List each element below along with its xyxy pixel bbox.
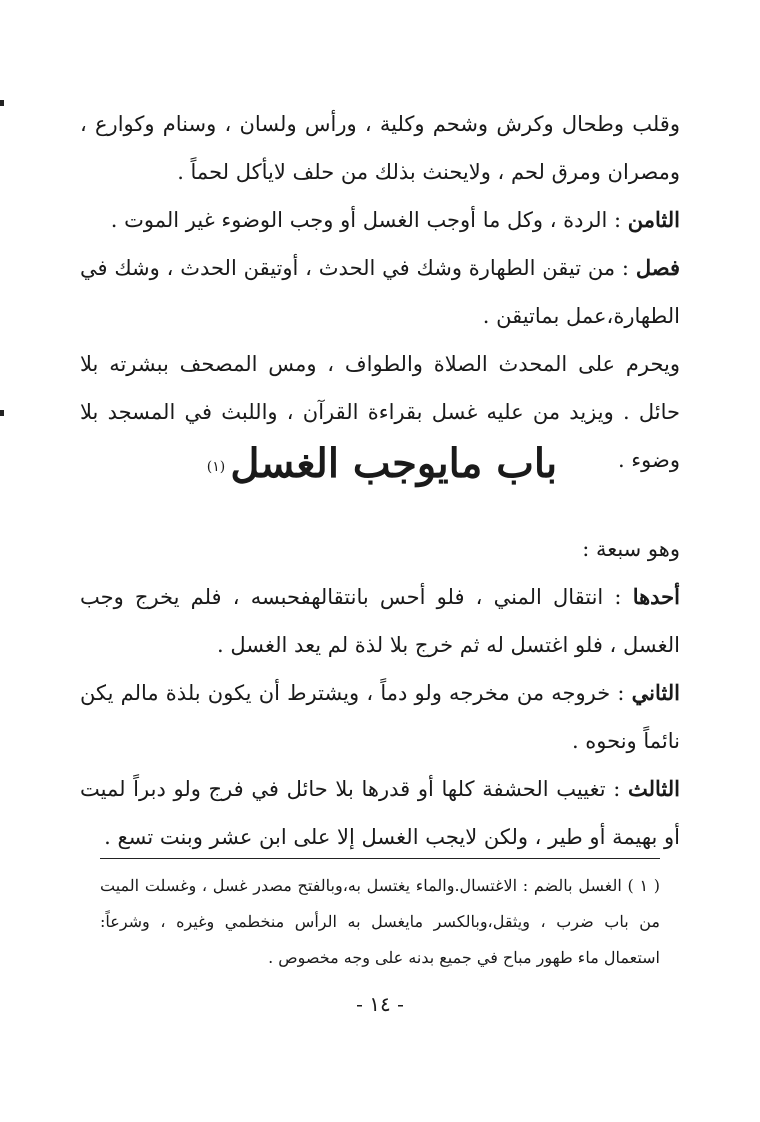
chapter-title: باب مايوجب الغسل (230, 440, 558, 487)
paragraph-count-text: وهو سبعة : (582, 537, 680, 561)
footnote-marker: (١) (206, 458, 226, 475)
footnote-divider (100, 858, 660, 859)
paragraph-second-lead: الثاني (631, 680, 680, 705)
footnote: ( ١ ) الغسل بالضم : الاغتسال.والماء يغتسل به،وبالفتح مصدر غسل ، وغسلت الميت من باب ضرب ، ويثقل،وبالكسر مايغسل به الرأس منخطمي وغيره ، وشرعاً: استعمال ماء طهور مباح في جميع بدنه على وجه مخصوص . (100, 876, 661, 967)
paragraph-first (80, 573, 680, 669)
paragraph-count (80, 525, 680, 573)
page-number: - ١٤ - (356, 992, 404, 1016)
paragraph-eighth (80, 196, 680, 244)
paragraph-third (80, 765, 680, 861)
bottom-text-block (80, 525, 680, 861)
paragraph-section-text: : من تيقن الطهارة وشك في الحدث ، أوتيقن الحدث ، وشك في الطهارة،عمل بماتيقن . (80, 256, 680, 328)
paragraph-eighth-text: : الردة ، وكل ما أوجب الغسل أو وجب الوضوء غير الموت . (110, 208, 622, 232)
scan-edge-mark-top (0, 100, 4, 106)
paragraph-first-text: : انتقال المني ، فلو أحس بانتقالهفحبسه ، فلم يخرج وجب الغسل ، فلو اغتسل له ثم خرج بلا لذة لم يعد الغسل . (80, 585, 680, 657)
top-text-block (80, 100, 680, 484)
paragraph-section-lead: فصل (635, 255, 680, 280)
paragraph-third-text: : تغييب الحشفة كلها أو قدرها بلا حائل في فرج ولو دبراً لميت أو بهيمة أو طير ، ولكن لايجب الغسل إلا على ابن عشر وبنت تسع . (80, 777, 680, 849)
paragraph-1-text: وقلب وطحال وكرش وشحم وكلية ، ورأس ولسان ، وسنام وكوارع ، ومصران ومرق لحم ، ولايحنث بذلك من حلف لايأكل لحماً . (80, 112, 680, 184)
paragraph-eighth-lead: الثامن (627, 207, 680, 232)
paragraph-1 (80, 100, 680, 196)
paragraph-second (80, 669, 680, 765)
paragraph-second-text: : خروجه من مخرجه ولو دماً ، ويشترط أن يكون بلذة مالم يكن نائماً ونحوه . (80, 681, 680, 753)
paragraph-section (80, 244, 680, 340)
scan-edge-mark-middle (0, 410, 4, 416)
paragraph-first-lead: أحدها (632, 584, 680, 609)
paragraph-third-lead: الثالث (628, 776, 680, 801)
paragraph-prohibitions-text: ويحرم على المحدث الصلاة والطواف ، ومس المصحف ببشرته بلا حائل . ويزيد من عليه غسل بقراءة القرآن ، واللبث في المسجد بلا وضوء . (80, 352, 680, 472)
chapter-heading (0, 440, 760, 487)
